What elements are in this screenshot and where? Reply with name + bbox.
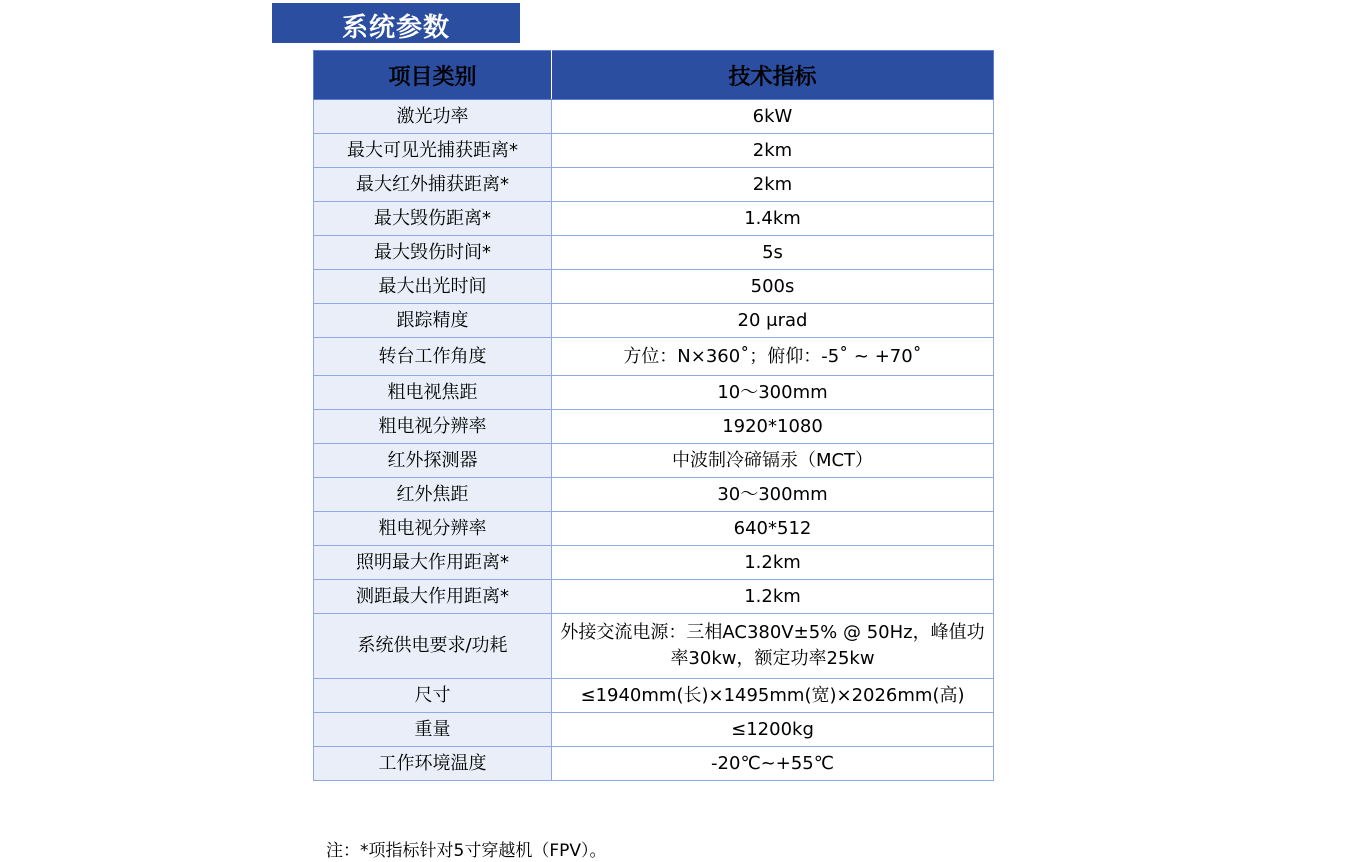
table-row: [314, 338, 994, 376]
row-label: 最大红外捕获距离*: [314, 168, 552, 202]
row-label: 红外焦距: [314, 478, 552, 512]
table-row: [314, 546, 994, 580]
table-row: [314, 304, 994, 338]
row-value: 1.4km: [552, 202, 994, 236]
row-label: 最大毁伤时间*: [314, 236, 552, 270]
row-label: 粗电视分辨率: [314, 512, 552, 546]
column-header-spec: 技术指标: [552, 51, 994, 100]
row-label: 最大可见光捕获距离*: [314, 134, 552, 168]
table-row: [314, 444, 994, 478]
section-title-banner: [272, 3, 520, 43]
table-row: [314, 580, 994, 614]
column-header-category: 项目类别: [314, 51, 552, 100]
table-row: [314, 168, 994, 202]
row-label: 最大毁伤距离*: [314, 202, 552, 236]
footnote: 注：*项指标针对5寸穿越机（FPV）。: [326, 841, 607, 861]
row-value: 2km: [552, 134, 994, 168]
row-value: 5s: [552, 236, 994, 270]
table-row: [314, 134, 994, 168]
table-row: [314, 100, 994, 134]
row-value: 10～300mm: [552, 376, 994, 410]
row-label: 粗电视焦距: [314, 376, 552, 410]
table-row: [314, 376, 994, 410]
row-value: -20℃~+55℃: [552, 747, 994, 781]
row-value: ≤1200kg: [552, 713, 994, 747]
table-row: [314, 512, 994, 546]
row-label: 测距最大作用距离*: [314, 580, 552, 614]
row-label: 重量: [314, 713, 552, 747]
row-label: 激光功率: [314, 100, 552, 134]
row-label: 红外探测器: [314, 444, 552, 478]
table-row: [314, 713, 994, 747]
table-row: [314, 410, 994, 444]
row-value: 500s: [552, 270, 994, 304]
row-label: 尺寸: [314, 679, 552, 713]
row-value: 20 μrad: [552, 304, 994, 338]
row-value: 1.2km: [552, 546, 994, 580]
table-row: [314, 614, 994, 679]
row-value: 中波制冷碲镉汞（MCT）: [552, 444, 994, 478]
row-value: 外接交流电源：三相AC380V±5% @ 50Hz，峰值功率30kw，额定功率25kw: [552, 614, 994, 679]
table-row: [314, 478, 994, 512]
spec-table: [313, 50, 994, 781]
row-value: 1920*1080: [552, 410, 994, 444]
table-row: [314, 202, 994, 236]
table-header-row: [314, 51, 994, 100]
table-row: [314, 679, 994, 713]
row-value: 640*512: [552, 512, 994, 546]
table-row: [314, 236, 994, 270]
row-label: 工作环境温度: [314, 747, 552, 781]
row-value: ≤1940mm(长)×1495mm(宽)×2026mm(高): [552, 679, 994, 713]
row-value: 1.2km: [552, 580, 994, 614]
row-label: 系统供电要求/功耗: [314, 614, 552, 679]
row-value: 方位：N×360˚；俯仰：-5˚ ~ +70˚: [552, 338, 994, 376]
section-title: 系统参数: [342, 13, 451, 43]
row-label: 照明最大作用距离*: [314, 546, 552, 580]
row-label: 跟踪精度: [314, 304, 552, 338]
row-value: 2km: [552, 168, 994, 202]
row-label: 最大出光时间: [314, 270, 552, 304]
row-value: 30～300mm: [552, 478, 994, 512]
table-row: [314, 747, 994, 781]
table-row: [314, 270, 994, 304]
row-value: 6kW: [552, 100, 994, 134]
row-label: 粗电视分辨率: [314, 410, 552, 444]
row-label: 转台工作角度: [314, 338, 552, 376]
